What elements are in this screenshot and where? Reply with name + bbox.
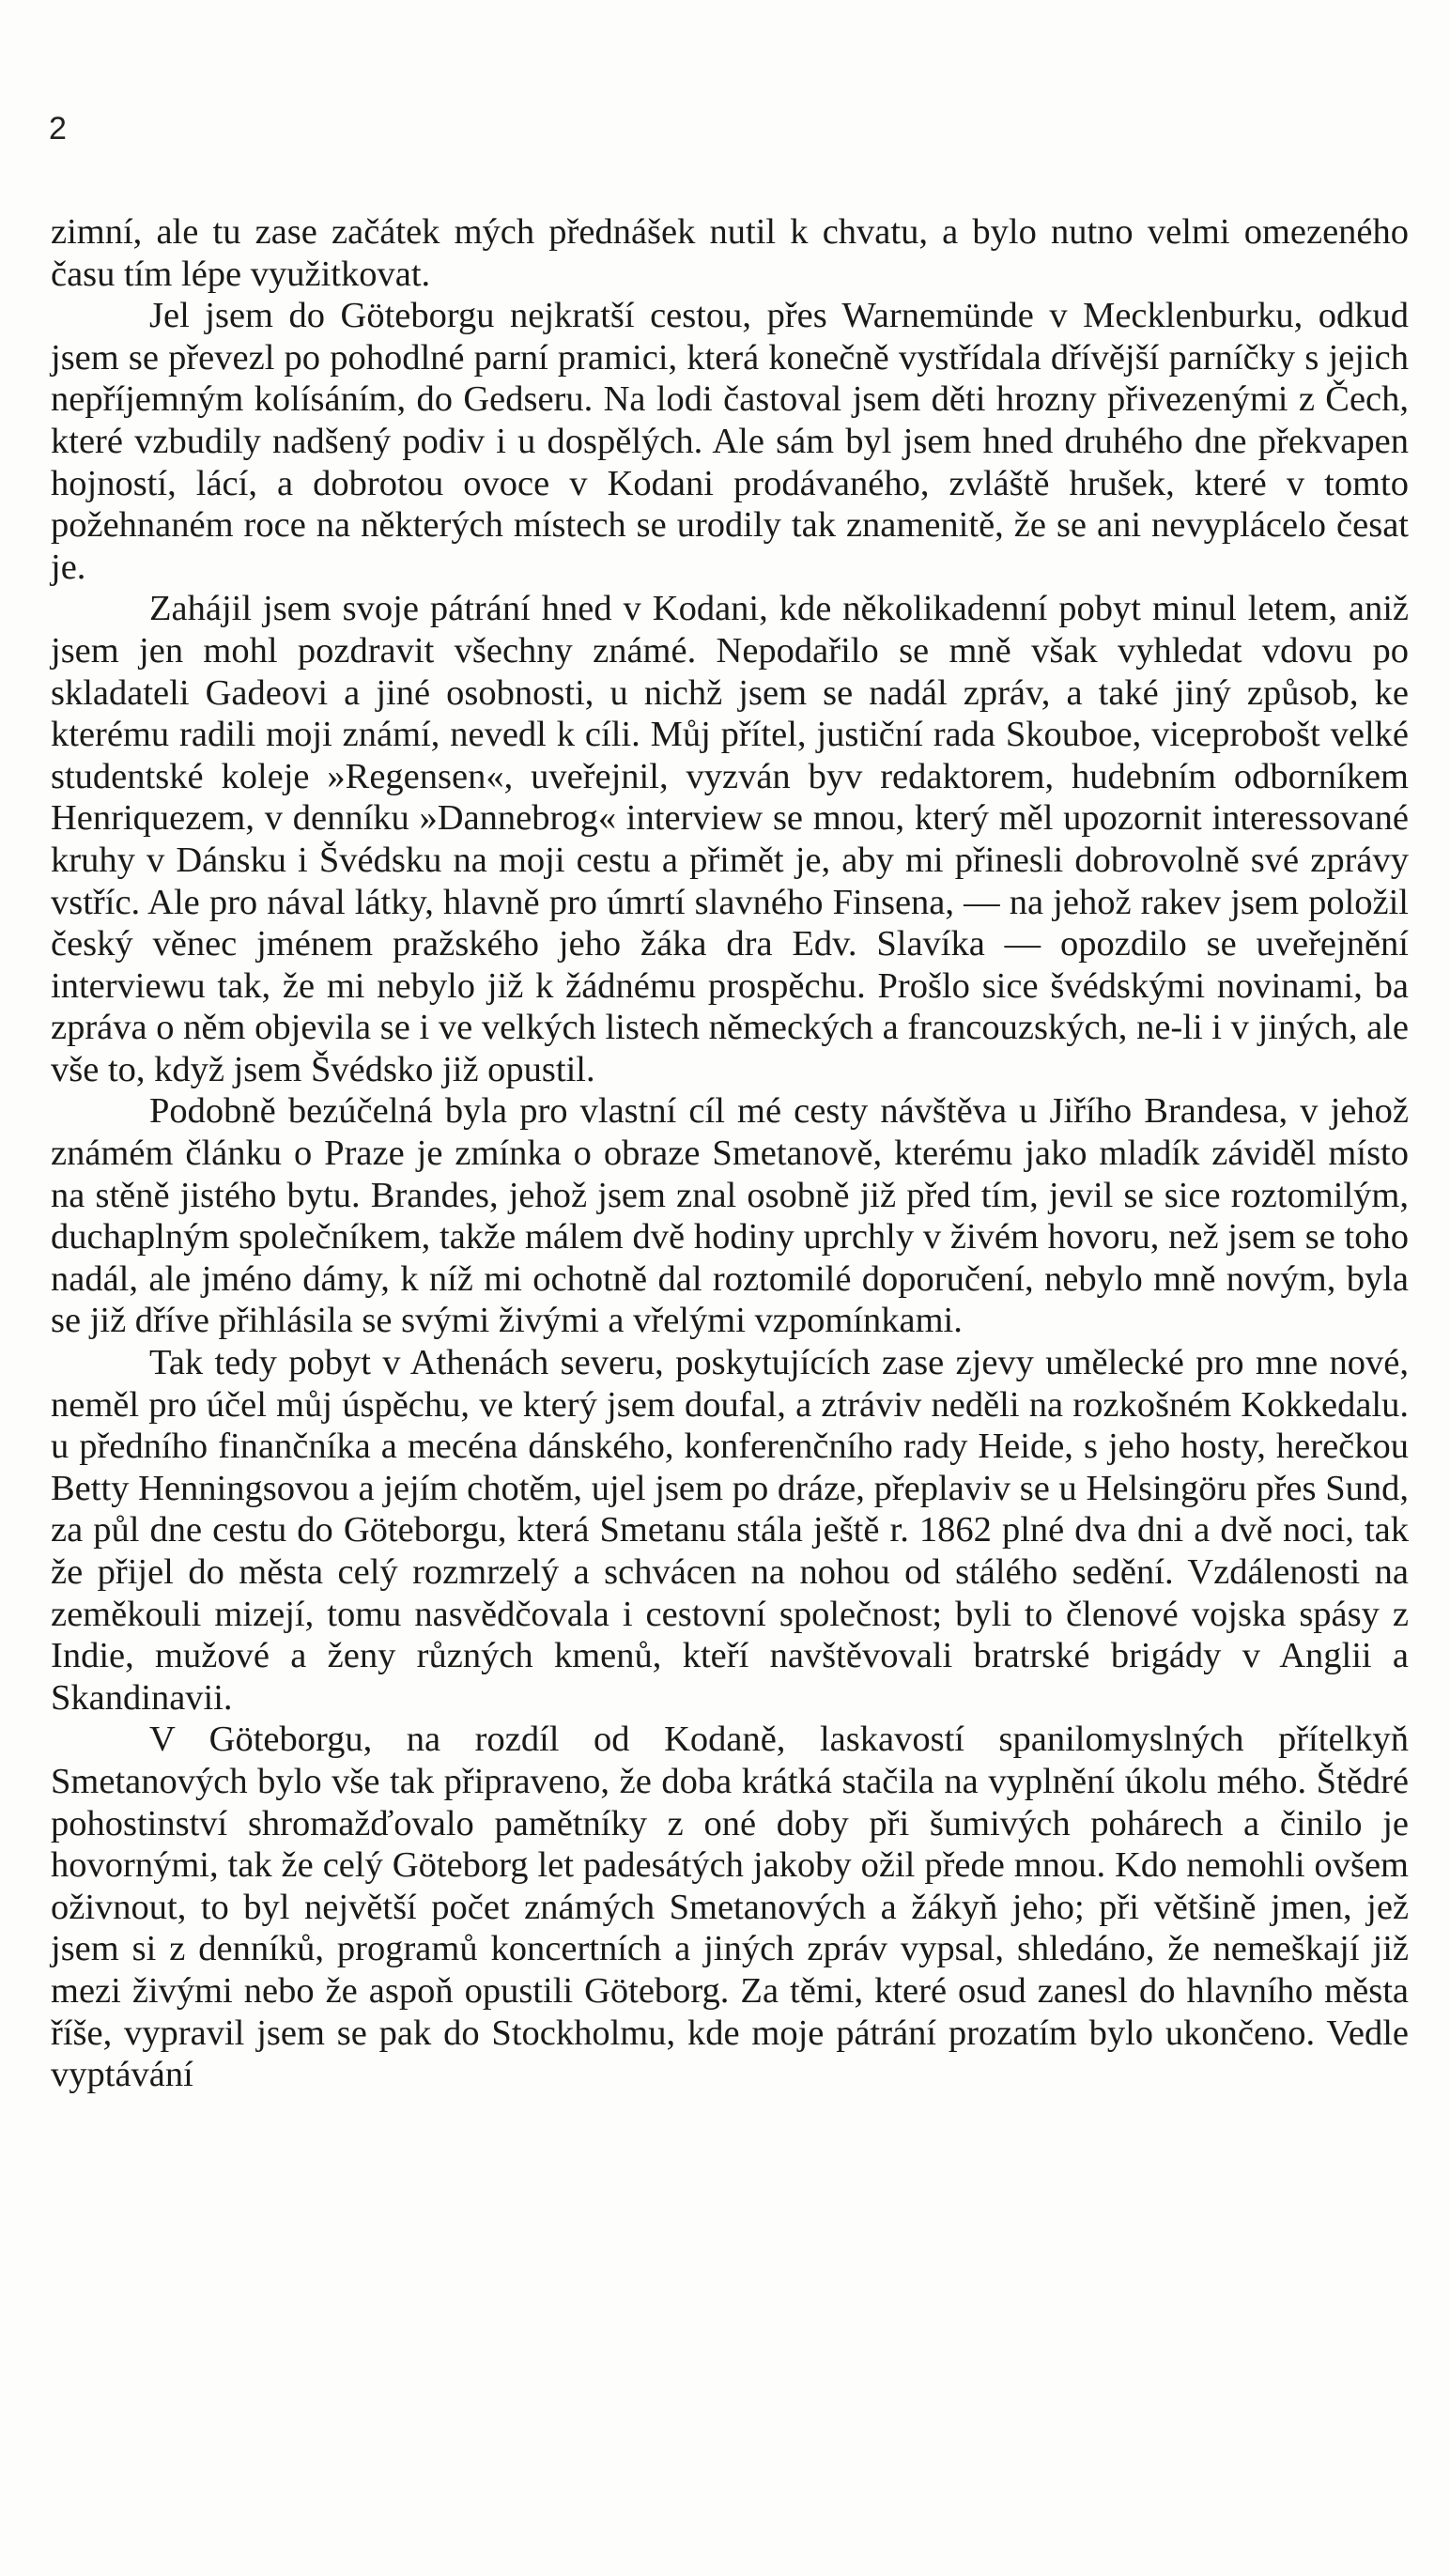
paragraph: Podobně bezúčelná byla pro vlastní cíl mé cesty návštěva u Jiřího Brandesa, v jehož známém článku o Praze je zmínka o obraze Smetanově, kterému jako mladík záviděl místo na stěně jistého bytu. Brandes, jehož jsem znal osobně již před tím, jevil se sice roztomilým, duchaplným společníkem, takže málem dvě hodiny uprchly v živém hovoru, než jsem se toho nadál, ale jméno dámy, k níž mi ochotně dal roztomilé doporučení, nebylo mně novým, byla se již dříve přihlásila se svými živými a vřelými vzpomínkami. — [51, 1091, 1409, 1341]
paragraph-continued: zimní, ale tu zase začátek mých přednášek nutil k chvatu, a bylo nutno velmi omezeného času tím lépe využitkovat. — [51, 212, 1409, 294]
page-number: 2 — [49, 111, 67, 147]
paragraph: Jel jsem do Göteborgu nejkratší cestou, přes Warnemünde v Mecklenburku, odkud jsem se převezl po pohodlné parní pramici, která konečně vystřídala dřívější parníčky s jejich nepříjemným kolísáním, do Gedseru. Na lodi častoval jsem děti hrozny přivezenými z Čech, které vzbudily nadšený podiv i u dospělých. Ale sám byl jsem hned druhého dne překvapen hojností, lácí, a dobrotou ovoce v Kodani prodávaného, zvláště hrušek, které v tomto požehnaném roce na některých místech se urodily tak znamenitě, že se ani nevyplácelo česat je. — [51, 296, 1409, 587]
paragraph: V Göteborgu, na rozdíl od Kodaně, laskavostí spanilomyslných přítelkyň Smetanových bylo vše tak připraveno, že doba krátká stačila na vyplnění úkolu mého. Štědré pohostinství shromažďovalo pamětníky z oné doby při šumivých pohárech a činilo je hovornými, tak že celý Göteborg let padesátých jakoby ožil přede mnou. Kdo nemohli ovšem oživnout, to byl největší počet známých Smetanových a žákyň jeho; při většině jmen, jež jsem si z denníků, programů koncertních a jiných zpráv vypsal, shledáno, že nemeškají již mezi živými nebo že aspoň opustili Göteborg. Za těmi, které osud zanesl do hlavního města říše, vypravil jsem se pak do Stockholmu, kde moje pátrání prozatím bylo ukončeno. Vedle vyptávání — [51, 1720, 1409, 2095]
paragraph: Tak tedy pobyt v Athenách severu, poskytujících zase zjevy umělecké pro mne nové, neměl pro účel můj úspěchu, ve který jsem doufal, a ztráviv neděli na rozkošném Kokkedalu. u předního finančníka a mecéna dánského, konferenčního rady Heide, s jeho hosty, herečkou Betty Henningsovou a jejím chotěm, ujel jsem po dráze, přeplaviv se u Helsingöru přes Sund, za půl dne cestu do Göteborgu, která Smetanu stála ještě r. 1862 plné dva dni a dvě noci, tak že přijel do města celý rozmrzelý a schvácen na nohou od stálého sedění. Vzdálenosti na zeměkouli mizejí, tomu nasvědčovala i cestovní společnost; byli to členové vojska spásy z Indie, mužové a ženy různých kmenů, kteří navštěvovali bratrské brigády v Anglii a Skandinavii. — [51, 1343, 1409, 1718]
paragraph: Zahájil jsem svoje pátrání hned v Kodani, kde několikadenní pobyt minul letem, aniž jsem jen mohl pozdravit všechny známé. Nepodařilo se mně však vyhledat vdovu po skladateli Gadeovi a jiné osobnosti, u nichž jsem se nadál zpráv, a také jiný způsob, ke kterému radili moji známí, nevedl k cíli. Můj přítel, justiční rada Skouboe, viceprobošt velké studentské koleje »Regensen«, uveřejnil, vyzván byv redaktorem, hudebním odborníkem Henriquezem, v denníku »Dannebrog« interview se mnou, který měl upozornit interessované kruhy v Dánsku i Švédsku na moji cestu a přimět je, aby mi přinesli dobrovolně své zprávy vstříc. Ale pro nával látky, hlavně pro úmrtí slavného Finsena, — na jehož rakev jsem položil český věnec jménem pražského jeho žáka dra Edv. Slavíka — opozdilo se uveřejnění interviewu tak, že mi nebylo již k žádnému prospěchu. Prošlo sice švédskými novinami, ba zpráva o něm objevila se i ve velkých listech německých a francouzských, ne-li i v jiných, ale vše to, když jsem Švédsko již opustil. — [51, 589, 1409, 1089]
body-text — [51, 211, 1409, 2096]
